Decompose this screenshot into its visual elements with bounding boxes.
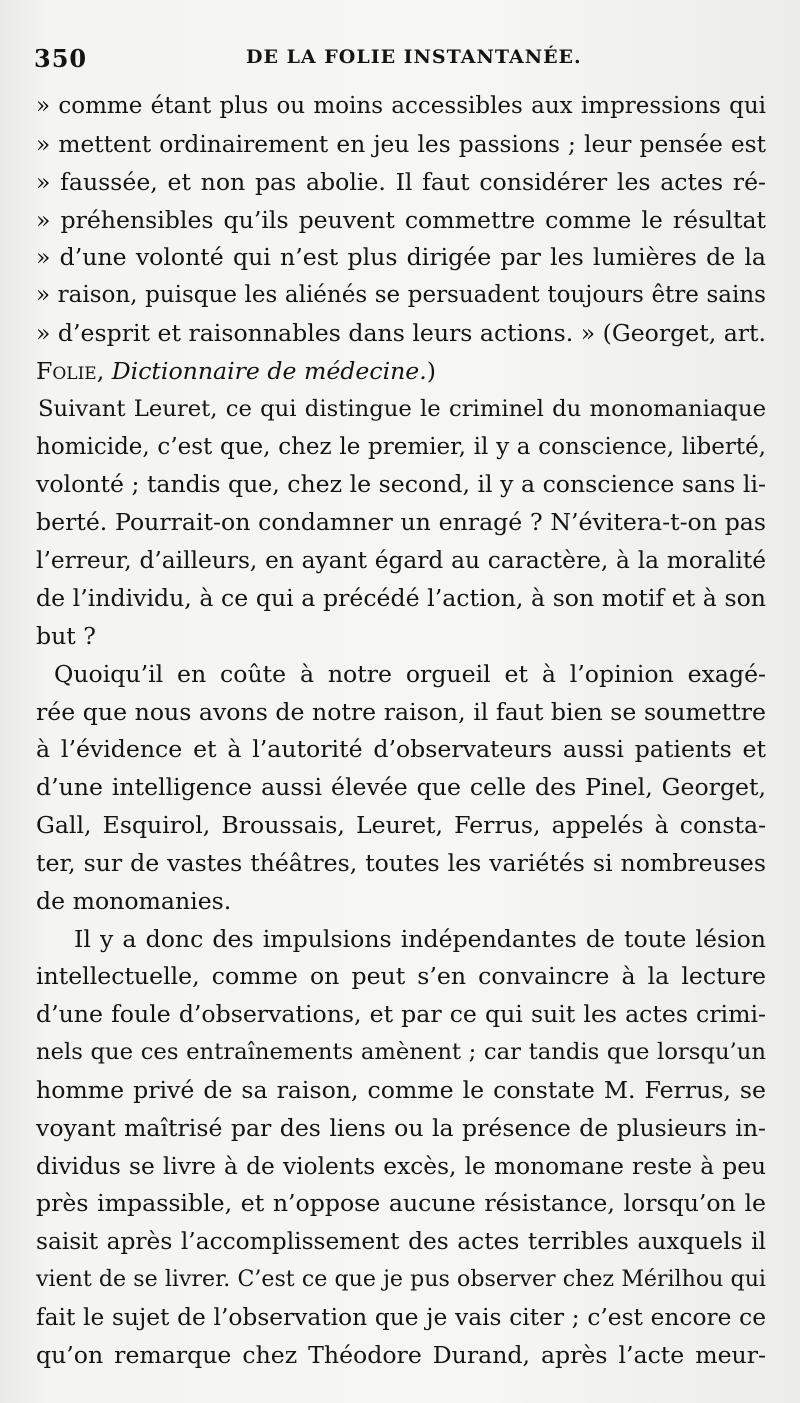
text-line: nels que ces entraînements amènent ; car tandis que lorsqu’un — [36, 1039, 766, 1066]
text-line: vient de se livrer. C’est ce que je pus observer chez Mérilhou qui — [36, 1266, 766, 1293]
citation-close: ) — [426, 356, 436, 385]
text-line: Gall, Esquirol, Broussais, Leuret, Ferrus, appelés à consta- — [36, 811, 766, 840]
citation-line — [36, 353, 766, 391]
body-text — [36, 88, 766, 1375]
citation-work: Dictionnaire de médecine. — [111, 356, 427, 385]
text-line: homicide, c’est que, chez le premier, il y a conscience, liberté, — [36, 433, 766, 460]
page-header — [34, 38, 774, 78]
text-line: près impassible, et n’oppose aucune résistance, lorsqu’on le — [36, 1189, 766, 1218]
text-line: dividus se livre à de violents excès, le monomane reste à peu — [36, 1152, 766, 1180]
text-line: à l’évidence et à l’autorité d’observateurs aussi patients et — [36, 735, 766, 764]
text-line: d’une intelligence aussi élevée que celle des Pinel, Georget, — [36, 773, 766, 802]
text-line: volonté ; tandis que, chez le second, il y a conscience sans li- — [36, 470, 766, 499]
text-line: Il y a donc des impulsions indépendantes de toute lésion — [74, 924, 766, 953]
text-line: voyant maîtrisé par des liens ou la présence de plusieurs in- — [36, 1113, 766, 1142]
text-line: but ? — [36, 621, 96, 650]
text-line: » préhensibles qu’ils peuvent commettre comme le résultat — [36, 205, 766, 234]
text-line: d’une foule d’observations, et par ce qui suit les actes crimi- — [36, 1000, 766, 1029]
text-line: » raison, puisque les aliénés se persuadent toujours être sains — [36, 282, 766, 309]
text-line: Quoiqu’il en coûte à notre orgueil et à l’opinion exagé- — [54, 659, 766, 688]
text-line: saisit après l’accomplissement des actes terribles auxquels il — [36, 1228, 766, 1256]
text-line: qu’on remarque chez Théodore Durand, après l’acte meur- — [36, 1340, 766, 1369]
text-line: » mettent ordinairement en jeu les passions ; leur pensée est — [36, 130, 766, 158]
text-line: » d’une volonté qui n’est plus dirigée par les lumières de la — [36, 243, 766, 272]
text-line: l’erreur, d’ailleurs, en ayant égard au caractère, à la moralité — [36, 547, 766, 575]
citation-word: Folie, — [36, 356, 105, 385]
text-line: berté. Pourrait-on condamner un enragé ? N’évitera-t-on pas — [36, 508, 766, 537]
text-line: de monomanies. — [36, 886, 232, 915]
text-line: ter, sur de vastes théâtres, toutes les variétés si nombreuses — [36, 848, 766, 877]
text-line: intellectuelle, comme on peut s’en convaincre à la lecture — [36, 962, 766, 991]
text-line: Suivant Leuret, ce qui distingue le criminel du monomaniaque — [38, 395, 766, 422]
text-line: homme privé de sa raison, comme le constate M. Ferrus, se — [36, 1075, 766, 1104]
text-line: rée que nous avons de notre raison, il faut bien se soumettre — [36, 697, 766, 726]
page-number: 350 — [34, 44, 88, 73]
text-line: » faussée, et non pas abolie. Il faut considérer les actes ré- — [36, 167, 766, 196]
text-line: fait le sujet de l’observation que je vais citer ; c’est encore ce — [36, 1304, 766, 1331]
running-title: DE LA FOLIE INSTANTANÉE. — [246, 46, 582, 68]
text-line: » comme étant plus ou moins accessibles aux impressions qui — [36, 93, 766, 119]
text-line: de l’individu, à ce qui a précédé l’action, à son motif et à son — [36, 583, 766, 612]
text-line: » d’esprit et raisonnables dans leurs actions. » (Georget, art. — [36, 319, 767, 348]
